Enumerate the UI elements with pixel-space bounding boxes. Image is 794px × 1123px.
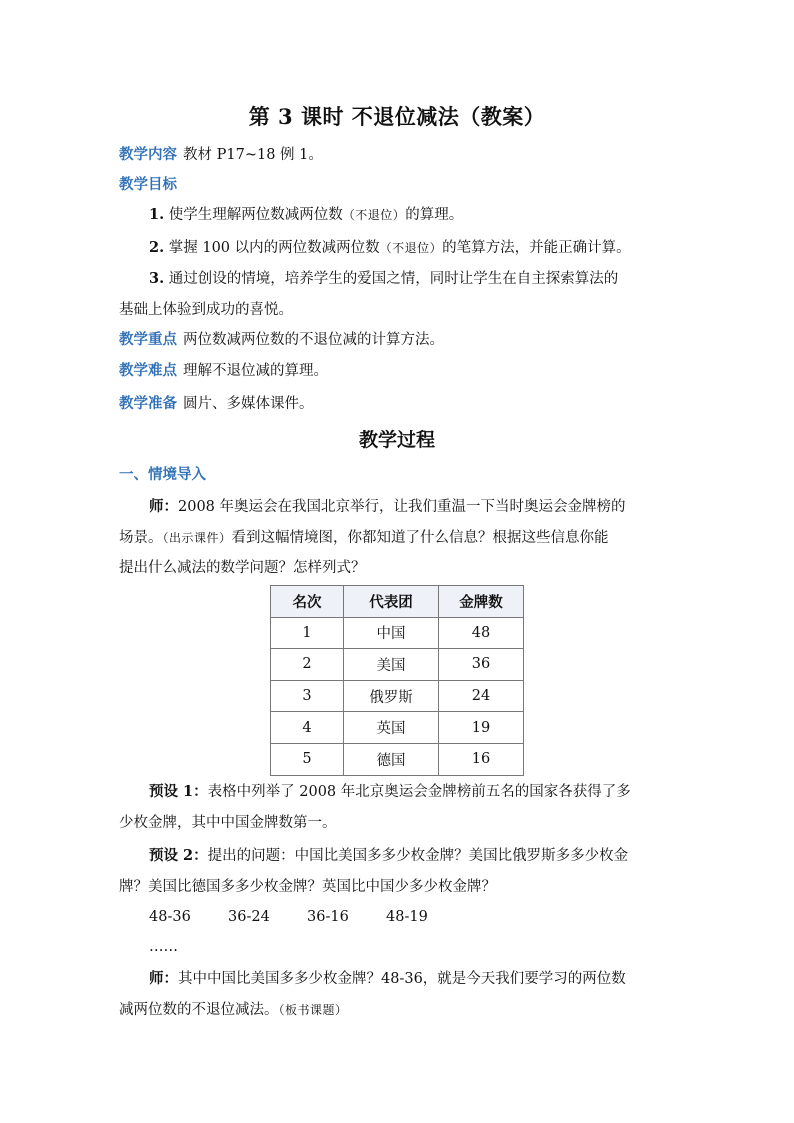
cell-gold-count: 24 (439, 680, 524, 712)
expression: 48-19 (386, 909, 428, 925)
teacher-line-2 (119, 527, 679, 549)
cell-rank: 5 (271, 743, 344, 775)
teacher-2-text-1: 其中中国比美国多多少枚金牌？48-36，就是今天我们要学习的两位数 (178, 971, 626, 987)
content-text: 教材 P17~18 例 1。 (183, 147, 323, 163)
preparation-line (119, 393, 679, 415)
expression: 36-16 (307, 909, 349, 925)
preset-1-line-1 (149, 781, 709, 803)
preset-1-label: 预设 1： (149, 783, 208, 800)
teacher-2-prefix: 师： (149, 970, 178, 987)
cell-rank: 4 (271, 712, 344, 744)
section-1-heading (119, 464, 679, 486)
goal-2 (149, 237, 709, 259)
cell-delegation: 美国 (344, 649, 439, 681)
section-1-heading-text: 一、情境导入 (119, 466, 206, 483)
goal-2-text-a: 掌握 100 以内的两位数减两位数 (168, 240, 380, 256)
cell-delegation: 俄罗斯 (344, 680, 439, 712)
cell-rank: 2 (271, 649, 344, 681)
preset-2-line-1 (149, 845, 709, 867)
difficulty-label: 教学难点 (119, 362, 177, 379)
goal-2-note: （不退位） (379, 241, 443, 255)
table-row (271, 617, 524, 649)
process-title: 教学过程 (358, 429, 435, 451)
goal-2-num: 2. (149, 239, 165, 256)
teacher-2-line-1 (149, 968, 709, 990)
table-row (271, 680, 524, 712)
teacher-line-2-a: 场景。 (119, 530, 163, 546)
difficulty-line (119, 360, 679, 382)
content-label: 教学内容 (119, 146, 177, 163)
ellipsis: …… (149, 939, 178, 955)
goal-3-cont: 基础上体验到成功的喜悦。 (119, 302, 293, 318)
table-header-row (271, 586, 524, 618)
goal-1-note: （不退位） (342, 208, 406, 222)
key-point-label: 教学重点 (119, 331, 177, 348)
goal-1-num: 1. (149, 206, 165, 223)
table-row (271, 743, 524, 775)
preset-1-text-1: 表格中列举了 2008 年北京奥运会金牌榜前五名的国家各获得了多 (207, 784, 631, 800)
key-point-text: 两位数减两位数的不退位减的计算方法。 (183, 332, 444, 348)
header-rank: 名次 (271, 586, 344, 618)
content-line (119, 144, 679, 166)
goal-2-text-b: 的笔算方法，并能正确计算。 (442, 240, 631, 256)
preset-2-label: 预设 2： (149, 847, 208, 864)
expression: 48-36 (149, 909, 191, 925)
preparation-text: 圆片、多媒体课件。 (183, 396, 314, 412)
cell-gold-count: 19 (439, 712, 524, 744)
header-delegation: 代表团 (344, 586, 439, 618)
teacher-2-text-2: 减两位数的不退位减法。 (119, 1002, 279, 1018)
teacher-2-note: （板书课题） (278, 1003, 348, 1017)
teacher-line-3: 提出什么减法的数学问题？怎样列式？ (119, 560, 366, 576)
teacher-line-2-note: （出示课件） (162, 531, 232, 545)
teacher-prefix: 师： (149, 498, 178, 515)
goal-1-text-b: 的算理。 (405, 207, 464, 223)
key-point-line (119, 329, 679, 351)
goals-label: 教学目标 (119, 176, 177, 193)
teacher-2-line-2 (119, 999, 679, 1021)
medal-table (270, 585, 524, 776)
cell-delegation: 德国 (344, 743, 439, 775)
preset-2-line-2: 牌？美国比德国多多少枚金牌？英国比中国少多少枚金牌？ (119, 879, 496, 895)
cell-gold-count: 36 (439, 649, 524, 681)
preparation-label: 教学准备 (119, 395, 177, 412)
expressions-line (149, 906, 709, 928)
goal-3-text-a: 通过创设的情境，培养学生的爱国之情，同时让学生在自主探索算法的 (168, 271, 619, 287)
expression: 36-24 (228, 909, 270, 925)
cell-gold-count: 48 (439, 617, 524, 649)
header-gold-count: 金牌数 (439, 586, 524, 618)
cell-delegation: 中国 (344, 617, 439, 649)
goal-1 (149, 204, 709, 226)
goal-3 (149, 268, 709, 290)
table-row (271, 649, 524, 681)
cell-rank: 3 (271, 680, 344, 712)
preset-1-line-2: 少枚金牌，其中中国金牌数第一。 (119, 815, 337, 831)
cell-gold-count: 16 (439, 743, 524, 775)
teacher-line-1-text: 2008 年奥运会在我国北京举行，让我们重温一下当时奥运会金牌榜的 (178, 499, 626, 515)
teacher-line-1 (149, 496, 709, 518)
lesson-title: 第 3 课时 不退位减法（教案） (248, 104, 546, 129)
goal-1-text-a: 使学生理解两位数减两位数 (168, 207, 343, 223)
cell-delegation: 英国 (344, 712, 439, 744)
teacher-line-2-b: 看到这幅情境图，你都知道了什么信息？根据这些信息你能 (231, 530, 609, 546)
goals-line (119, 174, 679, 196)
difficulty-text: 理解不退位减的算理。 (183, 363, 328, 379)
preset-2-text-1: 提出的问题：中国比美国多多少枚金牌？美国比俄罗斯多多少枚金 (207, 848, 629, 864)
goal-3-num: 3. (149, 270, 165, 287)
cell-rank: 1 (271, 617, 344, 649)
table-row (271, 712, 524, 744)
